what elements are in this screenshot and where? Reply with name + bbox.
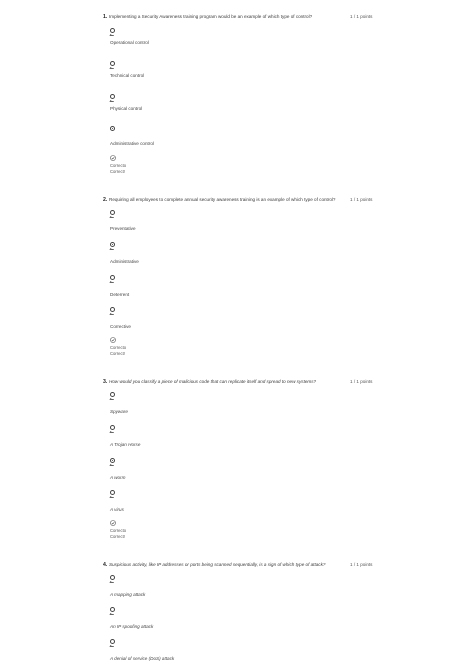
question-number: 3.: [103, 379, 108, 385]
option-label: Physical control: [110, 106, 143, 111]
option-label: Technical control: [110, 73, 145, 78]
check-circle-icon: [110, 155, 116, 161]
feedback-line-2: Correct!: [110, 169, 125, 174]
radio-button-icon[interactable]: [110, 28, 115, 33]
question-points: 1 / 1 points: [350, 14, 373, 19]
radio-button-icon[interactable]: [110, 607, 115, 612]
radio-button-icon[interactable]: [110, 275, 115, 280]
question-points: 1 / 1 points: [350, 197, 373, 202]
radio-button-icon[interactable]: [110, 126, 115, 131]
option-label: A mapping attack: [110, 592, 146, 597]
question-text: Requiring all employees to complete annual security awareness training is an example of which type of control?: [109, 197, 336, 202]
radio-focus-mark: [110, 34, 115, 36]
answer-option[interactable]: [109, 490, 229, 518]
option-label: Spyware: [110, 409, 128, 414]
radio-focus-mark: [110, 581, 115, 583]
option-label: A worm: [110, 475, 126, 480]
option-label: Preventative: [110, 226, 136, 231]
option-label: Operational control: [110, 40, 149, 45]
answer-option-selected[interactable]: [109, 126, 229, 154]
answer-option[interactable]: [109, 425, 229, 453]
option-label: A Trojan Horse: [110, 442, 141, 447]
answer-option[interactable]: [109, 94, 229, 122]
answer-option[interactable]: [109, 210, 229, 238]
feedback-line-2: Correct!: [110, 351, 125, 356]
option-label: An IP spoofing attack: [110, 624, 154, 629]
radio-focus-mark: [110, 431, 115, 433]
radio-focus-mark: [110, 281, 115, 283]
radio-button-icon[interactable]: [110, 242, 115, 247]
radio-focus-mark: [110, 100, 115, 102]
feedback-line-1: Correcto: [110, 528, 127, 533]
radio-focus-mark: [110, 216, 115, 218]
feedback-line-1: Correcto: [110, 345, 127, 350]
radio-focus-mark: [110, 67, 115, 69]
radio-button-icon[interactable]: [110, 490, 115, 495]
radio-focus-mark: [110, 645, 115, 647]
answer-feedback: [109, 520, 169, 540]
option-label: Deterrent: [110, 292, 130, 297]
radio-focus-mark: [110, 313, 115, 315]
radio-button-icon[interactable]: [110, 425, 115, 430]
radio-focus-mark: [110, 248, 115, 250]
question-number: 1.: [103, 14, 108, 20]
answer-feedback: [109, 337, 169, 357]
option-label: A virus: [110, 507, 124, 512]
feedback-line-2: Correct!: [110, 534, 125, 539]
answer-option[interactable]: [109, 28, 229, 56]
option-label: Administrative: [110, 259, 139, 264]
question-number: 2.: [103, 197, 108, 203]
radio-button-icon[interactable]: [110, 210, 115, 215]
answer-option[interactable]: [109, 575, 229, 603]
answer-option[interactable]: [109, 639, 229, 667]
option-label: A denial of service (DoS) attack: [110, 656, 175, 661]
radio-button-icon[interactable]: [110, 94, 115, 99]
answer-option[interactable]: [109, 392, 229, 420]
question-text: Suspicious activity, like IP addresses or ports being scanned sequentially, is a sign of which type of attack?: [109, 562, 326, 567]
answer-option[interactable]: [109, 607, 229, 635]
answer-option[interactable]: [109, 275, 229, 303]
check-circle-icon: [110, 337, 116, 343]
answer-option-selected[interactable]: [109, 458, 229, 486]
answer-option-selected[interactable]: [109, 242, 229, 270]
question-text: How would you classify a piece of malicious code that can replicate itself and spread to new systems?: [109, 379, 317, 384]
radio-focus-mark: [110, 398, 115, 400]
answer-option[interactable]: [109, 307, 229, 335]
question-number: 4.: [103, 562, 108, 568]
radio-button-icon[interactable]: [110, 458, 115, 463]
option-label: Corrective: [110, 324, 131, 329]
radio-button-icon[interactable]: [110, 307, 115, 312]
answer-option[interactable]: [109, 61, 229, 89]
option-label: Administrative control: [110, 141, 154, 146]
question-text: Implementing a Security Awareness training program would be an example of which type of control?: [109, 14, 313, 19]
radio-button-icon[interactable]: [110, 575, 115, 580]
feedback-line-1: Correcto: [110, 163, 127, 168]
radio-button-icon[interactable]: [110, 61, 115, 66]
answer-feedback: [109, 155, 169, 175]
question-points: 1 / 1 points: [350, 379, 373, 384]
radio-focus-mark: [110, 613, 115, 615]
radio-focus-mark: [110, 464, 115, 466]
radio-button-icon[interactable]: [110, 392, 115, 397]
radio-button-icon[interactable]: [110, 639, 115, 644]
question-points: 1 / 1 points: [350, 562, 373, 567]
check-circle-icon: [110, 520, 116, 526]
radio-focus-mark: [110, 496, 115, 498]
